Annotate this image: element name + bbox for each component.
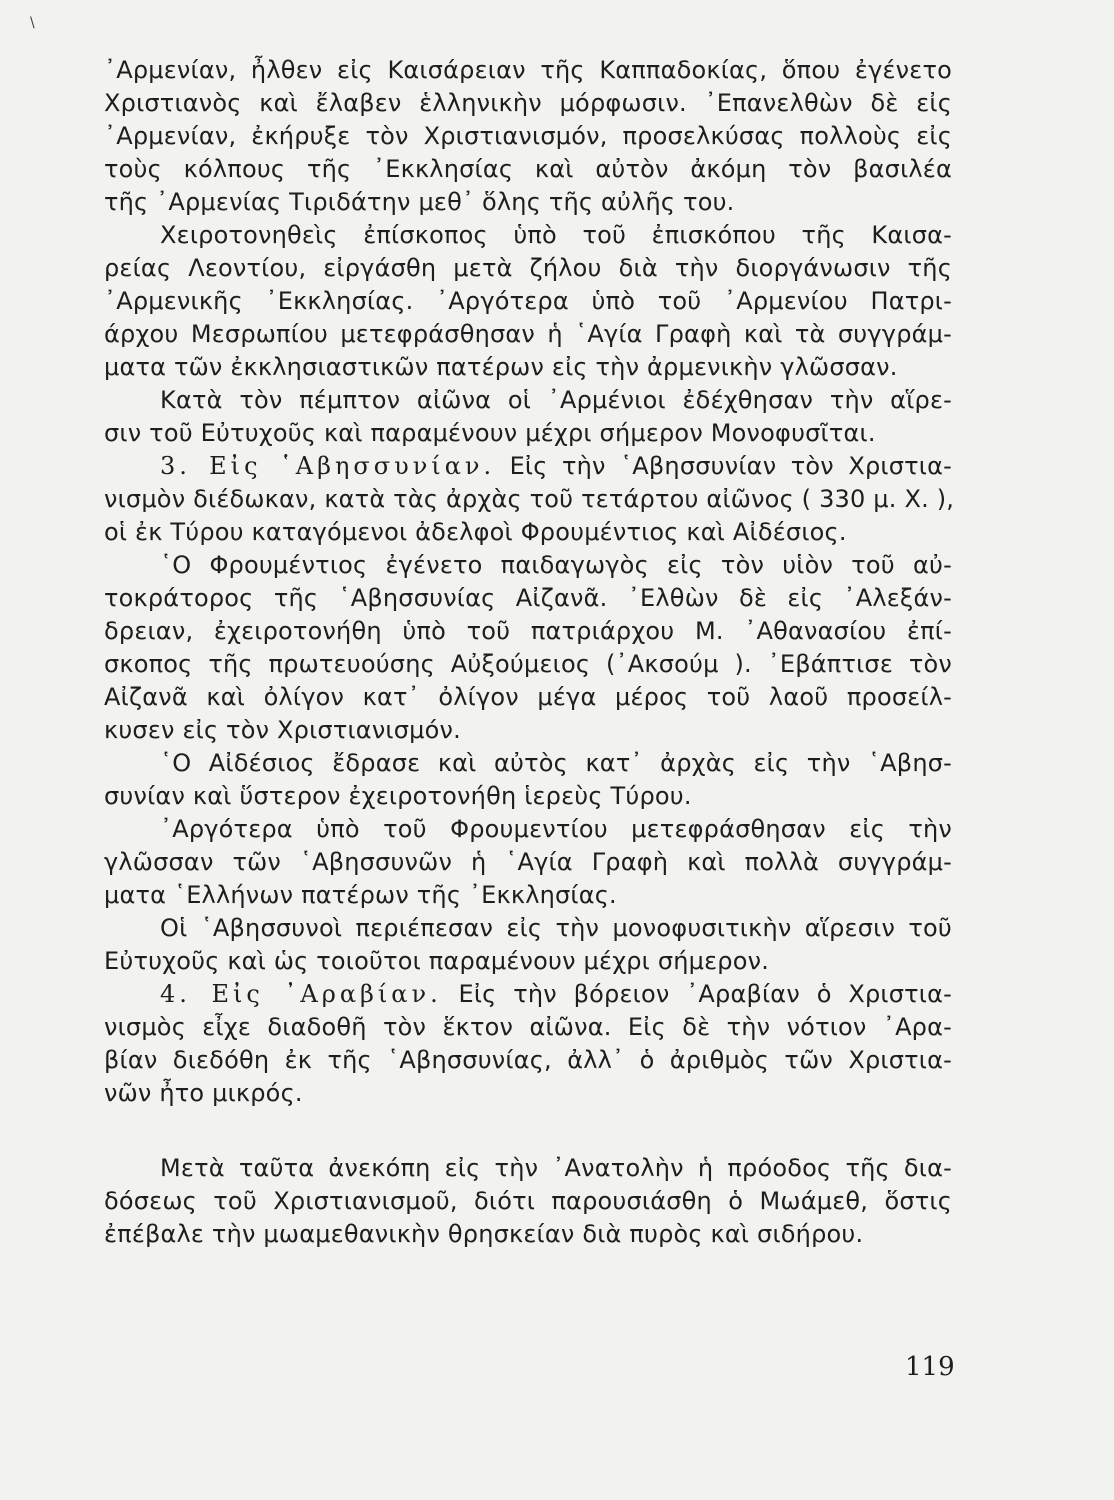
text-line: Μετὰ ταῦτα ἀνεκόπη εἰς τὴν ᾿Ανατολὴν ἡ πρόοδος τῆς δια- — [160, 1154, 952, 1182]
text-line: Χειροτονηθεὶς ἐπίσκοπος ὑπὸ τοῦ ἐπισκόπου τῆς Καισα- — [160, 221, 952, 249]
text-line: σιν τοῦ Εὐτυχοῦς καὶ παραμένουν μέχρι σήμερον Μονοφυσῖται. — [104, 419, 876, 447]
text-line: Οἱ ῾Αβησσυνοὶ περιέπεσαν εἰς τὴν μονοφυσιτικὴν αἵρεσιν τοῦ — [160, 914, 952, 942]
paragraph — [104, 384, 952, 450]
paragraph — [104, 747, 952, 813]
paragraph — [104, 54, 952, 219]
text-line: Κατὰ τὸν πέμπτον αἰῶνα οἱ ᾿Αρμένιοι ἐδέχθησαν τὴν αἵρε- — [160, 386, 952, 414]
text-line: οἱ ἐκ Τύρου καταγόμενοι ἀδελφοὶ Φρουμέντιος καὶ Αἰδέσιος. — [104, 518, 847, 546]
text-line: 3. Εἰς ῾Αβησσυνίαν. Εἰς τὴν ῾Αβησσυνίαν τὸν Χριστια- — [160, 452, 952, 480]
text-line: ᾿Αρμενίαν, ἐκήρυξε τὸν Χριστιανισμόν, προσελκύσας πολλοὺς εἰς — [104, 122, 952, 150]
paragraph — [104, 813, 952, 912]
page-number: 119 — [905, 1352, 955, 1382]
paragraph — [104, 549, 952, 747]
corner-mark: \ — [30, 15, 35, 31]
text-line: σκοπος τῆς πρωτευούσης Αὐξούμειος (᾿Ακσούμ ). ᾿Εβάπτισε τὸν — [104, 650, 952, 678]
text-line: ᾿Αρμενικῆς ᾿Εκκλησίας. ᾿Αργότερα ὑπὸ τοῦ ᾿Αρμενίου Πατρι- — [104, 287, 952, 315]
text-line: νισμὸν διέδωκαν, κατὰ τὰς ἀρχὰς τοῦ τετάρτου αἰῶνος ( 330 μ. Χ. ), — [104, 485, 955, 513]
text-line: Χριστιανὸς καὶ ἔλαβεν ἑλληνικὴν μόρφωσιν. ᾿Επανελθὼν δὲ εἰς — [104, 89, 952, 117]
section-heading: 3. Εἰς ῾Αβησσυνίαν. — [160, 452, 496, 480]
text-line: ᾿Αργότερα ὑπὸ τοῦ Φρουμεντίου μετεφράσθησαν εἰς τὴν — [160, 815, 952, 843]
text-line: Εὐτυχοῦς καὶ ὡς τοιοῦτοι παραμένουν μέχρι σήμερον. — [104, 947, 770, 975]
text-line: Αἰζανᾶ καὶ ὀλίγον κατ᾿ ὀλίγον μέγα μέρος τοῦ λαοῦ προσείλ- — [104, 683, 952, 711]
text-line: ῾Ο Αἰδέσιος ἔδρασε καὶ αὐτὸς κατ᾿ ἀρχὰς εἰς τὴν ῾Αβησ- — [160, 749, 952, 777]
paragraph — [104, 978, 952, 1110]
text-line: δρειαν, ἐχειροτονήθη ὑπὸ τοῦ πατριάρχου Μ. ᾿Αθανασίου ἐπί- — [104, 617, 952, 645]
text-line: 4. Εἰς ᾿Αραβίαν. Εἰς τὴν βόρειον ᾿Αραβίαν ὁ Χριστια- — [160, 980, 952, 1008]
text-line: γλῶσσαν τῶν ῾Αβησσυνῶν ἡ ῾Αγία Γραφὴ καὶ πολλὰ συγγράμ- — [104, 848, 952, 876]
text-line: βίαν διεδόθη ἐκ τῆς ῾Αβησσυνίας, ἀλλ᾿ ὁ ἀριθμὸς τῶν Χριστια- — [104, 1046, 952, 1074]
text-line: τοκράτορος τῆς ῾Αβησσυνίας Αἰζανᾶ. ᾿Ελθὼν δὲ εἰς ᾿Αλεξάν- — [104, 584, 952, 612]
text-line: ματα ῾Ελλήνων πατέρων τῆς ᾿Εκκλησίας. — [104, 881, 617, 909]
paragraph — [104, 219, 952, 384]
text-line: ῾Ο Φρουμέντιος ἐγένετο παιδαγωγὸς εἰς τὸν υἱὸν τοῦ αὐ- — [160, 551, 952, 579]
paragraph — [104, 450, 955, 549]
text-line: νῶν ἦτο μικρός. — [104, 1079, 303, 1107]
text-line: ματα τῶν ἐκκλησιαστικῶν πατέρων εἰς τὴν ἀρμενικὴν γλῶσσαν. — [104, 353, 898, 381]
text-line: τῆς ᾿Αρμενίας Τιριδάτην μεθ᾿ ὅλης τῆς αὐλῆς του. — [104, 188, 735, 216]
text-line: άρχου Μεσρωπίου μετεφράσθησαν ἡ ῾Αγία Γραφὴ καὶ τὰ συγγράμ- — [104, 320, 952, 348]
text-line: δόσεως τοῦ Χριστιανισμοῦ, διότι παρουσιάσθη ὁ Μωάμεθ, ὅστις — [104, 1187, 952, 1215]
text-line: τοὺς κόλπους τῆς ᾿Εκκλησίας καὶ αὐτὸν ἀκόμη τὸν βασιλέα — [104, 155, 952, 183]
paragraph — [104, 1152, 952, 1251]
section-gap — [104, 1110, 952, 1152]
text-line: συνίαν καὶ ὕστερον ἐχειροτονήθη ἱερεὺς Τύρου. — [104, 782, 692, 810]
paragraph — [104, 912, 952, 978]
body-text — [104, 54, 955, 1251]
text-line: ἐπέβαλε τὴν μωαμεθανικὴν θρησκείαν διὰ πυρὸς καὶ σιδήρου. — [104, 1220, 864, 1248]
section-heading: 4. Εἰς ᾿Αραβίαν. — [160, 980, 442, 1008]
text-line: ᾿Αρμενίαν, ἦλθεν εἰς Καισάρειαν τῆς Καππαδοκίας, ὅπου ἐγένετο — [104, 56, 952, 84]
text-line: κυσεν εἰς τὸν Χριστιανισμόν. — [104, 716, 461, 744]
text-line: νισμὸς εἶχε διαδοθῆ τὸν ἕκτον αἰῶνα. Εἰς δὲ τὴν νότιον ᾿Αρα- — [104, 1013, 952, 1041]
text-line: ρείας Λεοντίου, εἰργάσθη μετὰ ζήλου διὰ τὴν διοργάνωσιν τῆς — [104, 254, 952, 282]
